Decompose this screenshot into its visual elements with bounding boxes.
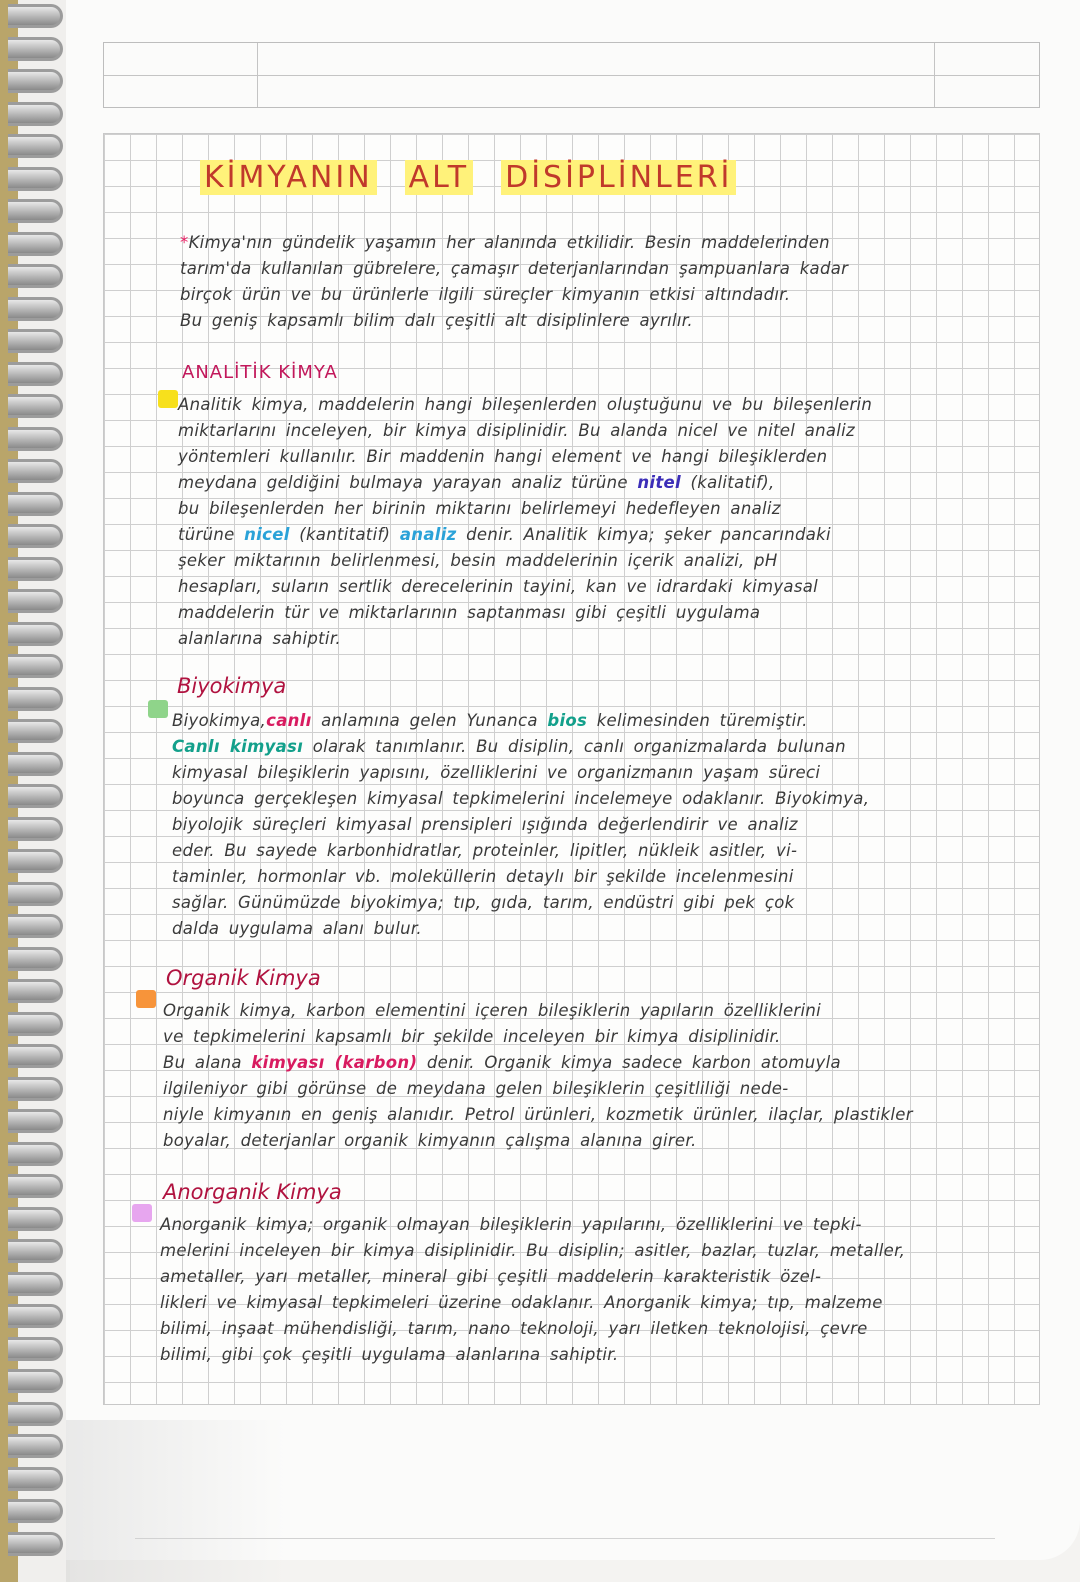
spiral-ring (8, 102, 63, 126)
spiral-ring (8, 1272, 63, 1296)
spiral-ring (8, 979, 63, 1003)
spiral-binding (0, 0, 70, 1582)
section-heading-organik: Organik Kimya (166, 966, 321, 990)
green-marker-icon (148, 700, 168, 718)
spiral-ring (8, 1207, 63, 1231)
spiral-ring (8, 589, 63, 613)
section-body-anorganik: Anorganik kimya; organik olmayan bileşiklerin yapılarını, özelliklerini ve tepki- melerini inceleyen bir kimya disiplinidir. Bu disiplin; asitler, bazlar, tuzlar, metaller, ametaller, yarı metaller, mineral gibi çeşitli maddelerin karakteristik özel- likleri ve kimyasal tepkimeleri üzerine odaklanır. Anorganik kimya; tıp, malzeme bilimi, inşaat mühendisliği, tarım, nano teknoloji, yarı iletken teknolojisi, çevre bilimi, gibi çok çeşitli uygulama alanlarına sahiptir. (160, 1215, 906, 1364)
spiral-ring (8, 1142, 63, 1166)
section-body-analitik: Analitik kimya, maddelerin hangi bileşenlerden oluştuğunu ve bu bileşenlerin miktarlarını inceleyen, bir kimya disiplinidir. Bu alanda nicel ve nitel analiz yöntemleri kullanılır. Bir maddenin hangi element ve hangi bileşiklerden meydana geldiğini bulmaya yarayan analiz türüne nitel (kalitatif), bu bileşenlerden her birinin miktarını belirlemeyi hedefleyen analiz türüne nicel (kantitatif) analiz denir. Analitik kimya; şeker pancarındaki şeker miktarının belirlenmesi, besin maddelerinin içerik analizi, pH hesapları, suların sertlik derecelerinin tayini, kan ve idrardaki kimyasal maddelerin tür ve miktarlarının saptanması gibi çeşitli uygulama alanlarına sahiptir. (178, 395, 873, 648)
section-body-biyokimya: Biyokimya,canlı anlamına gelen Yunanca bios kelimesinden türemiştir. Canlı kimyası olarak tanımlanır. Bu disiplin, canlı organizmalarda bulunan kimyasal bileşiklerin yapısını, özelliklerini ve organizmanın yaşam süreci boyunca gerçekleşen kimyasal tepkimelerini incelemeye odaklanır. Biyokimya, biyolojik süreçleri kimyasal prensipleri ışığında değerlendirir ve analiz eder. Bu sayede karbonhidratlar, proteinler, lipitler, nükleik asitler, vi- taminler, hormonlar vb. moleküllerin detaylı bir şekilde incelenmesini sağlar. Günümüzde biyokimya; tıp, gıda, tarım, endüstri gibi pek çok dalda uygulama alanı bulur. (172, 711, 870, 938)
asterisk-icon: * (180, 233, 189, 252)
spiral-ring (8, 492, 63, 516)
page-shadow (66, 1420, 286, 1582)
spiral-ring (8, 1044, 63, 1068)
spiral-ring (8, 1402, 63, 1426)
section-body-organik: Organik kimya, karbon elementini içeren bileşiklerin yapıların özelliklerini ve tepkimelerini kapsamlı bir şekilde inceleyen bir kimya disiplinidir. Bu alana kimyası (karbon) denir. Organik kimya sadece karbon atomuyla ilgileniyor gibi görünse de meydana gelen bileşiklerin çeşitliliği nede- niyle kimyanın en geniş alanıdır. Petrol ürünleri, kozmetik ürünler, ilaçlar, plastikler boyalar, deterjanlar organik kimyanın çalışma alanına girer. (163, 1001, 913, 1150)
page-title: KİMYANIN ALT DİSİPLİNLERİ (200, 160, 764, 195)
spiral-ring (8, 1434, 63, 1458)
intro-paragraph: *Kimya'nın gündelik yaşamın her alanında etkilidir. Besin maddelerinden tarım'da kullanılan gübrelere, çamaşır deterjanlarından şampuanlara kadar birçok ürün ve bu ürünlerle ilgili süreçler kimyanın etkisi altındadır. Bu geniş kapsamlı bilim dalı çeşitli alt disiplinlere ayrılır. (180, 233, 849, 330)
spiral-ring (8, 914, 63, 938)
spiral-ring (8, 1337, 63, 1361)
spiral-ring (8, 882, 63, 906)
term-canli-kimyasi: Canlı kimyası (172, 737, 304, 756)
footer-line (135, 1538, 995, 1539)
spiral-ring (8, 524, 63, 548)
orange-marker-icon (136, 990, 156, 1008)
spiral-ring (8, 622, 63, 646)
spiral-ring (8, 1239, 63, 1263)
section-heading-anorganik: Anorganik Kimya (163, 1180, 342, 1204)
spiral-ring (8, 69, 63, 93)
spiral-ring (8, 1532, 63, 1556)
spiral-ring (8, 849, 63, 873)
term-nicel: nicel (244, 525, 290, 544)
spiral-ring (8, 427, 63, 451)
spiral-ring (8, 134, 63, 158)
spiral-ring (8, 232, 63, 256)
spiral-ring (8, 4, 63, 28)
spiral-ring (8, 199, 63, 223)
spiral-ring (8, 1467, 63, 1491)
section-heading-biyokimya: Biyokimya (177, 674, 287, 698)
yellow-marker-icon (158, 390, 178, 408)
spiral-ring (8, 1012, 63, 1036)
spiral-ring (8, 297, 63, 321)
purple-marker-icon (132, 1204, 152, 1222)
spiral-ring (8, 654, 63, 678)
term-nitel: nitel (637, 473, 681, 492)
spiral-ring (8, 1109, 63, 1133)
spiral-ring (8, 817, 63, 841)
spiral-ring (8, 1369, 63, 1393)
section-heading-analitik: ANALİTİK KİMYA (182, 362, 338, 383)
spiral-ring (8, 394, 63, 418)
page-header-table (103, 42, 1040, 108)
spiral-ring (8, 687, 63, 711)
spiral-ring (8, 362, 63, 386)
spiral-ring (8, 37, 63, 61)
spiral-ring (8, 329, 63, 353)
spiral-ring (8, 719, 63, 743)
spiral-ring (8, 947, 63, 971)
spiral-ring (8, 264, 63, 288)
spiral-ring (8, 752, 63, 776)
spiral-ring (8, 1499, 63, 1523)
spiral-ring (8, 167, 63, 191)
spiral-ring (8, 1174, 63, 1198)
spiral-ring (8, 1304, 63, 1328)
spiral-ring (8, 784, 63, 808)
spiral-ring (8, 1077, 63, 1101)
spiral-ring (8, 459, 63, 483)
term-karbon: kimyası (karbon) (251, 1053, 418, 1072)
term-bios: bios (547, 711, 588, 730)
spiral-ring (8, 557, 63, 581)
